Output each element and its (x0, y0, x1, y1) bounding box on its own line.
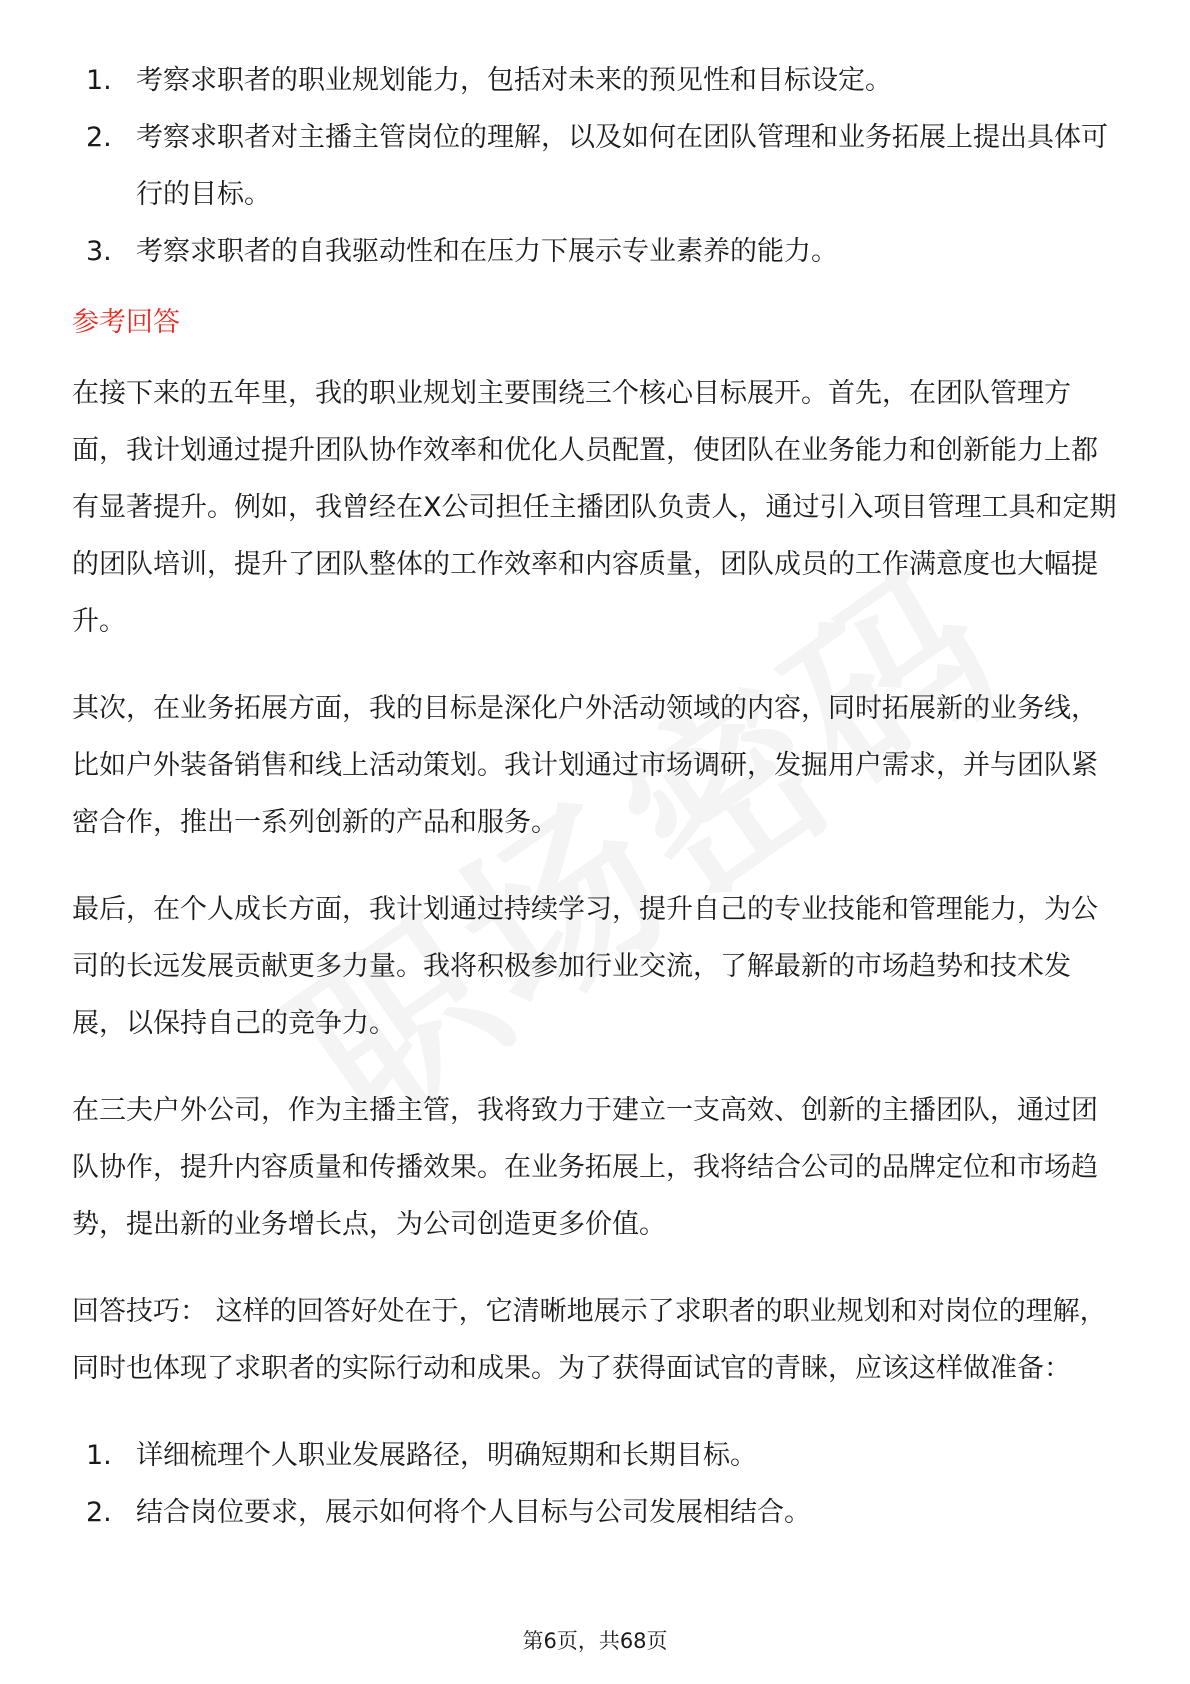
preparation-list (72, 1427, 1120, 1541)
list-item-text: 考察求职者的自我驱动性和在压力下展示专业素养的能力。 (136, 236, 838, 267)
list-item-number: 3. (86, 236, 112, 267)
page-number: 第6页，共68页 (522, 1629, 668, 1653)
list-item-number: 2. (86, 122, 112, 153)
list-item-number: 1. (86, 65, 112, 96)
list-item-text: 详细梳理个人职业发展路径，明确短期和长期目标。 (136, 1440, 757, 1471)
list-item-text: 考察求职者的职业规划能力，包括对未来的预见性和目标设定。 (136, 65, 892, 96)
list-item-text: 结合岗位要求，展示如何将个人目标与公司发展相结合。 (136, 1497, 811, 1528)
answer-paragraph: 其次，在业务拓展方面，我的目标是深化户外活动领域的内容，同时拓展新的业务线，比如户外装备销售和线上活动策划。我计划通过市场调研，发掘用户需求，并与团队紧密合作，推出一系列创新的产品和服务。 (72, 693, 1098, 838)
list-item-number: 2. (86, 1497, 112, 1528)
answer-paragraph: 在三夫户外公司，作为主播主管，我将致力于建立一支高效、创新的主播团队，通过团队协作，提升内容质量和传播效果。在业务拓展上，我将结合公司的品牌定位和市场趋势，提出新的业务增长点，为公司创造更多价值。 (72, 1095, 1098, 1240)
section-heading: 参考回答 (72, 307, 180, 338)
list-item (72, 1427, 1120, 1484)
list-item-number: 1. (86, 1440, 112, 1471)
answer-paragraph: 在接下来的五年里，我的职业规划主要围绕三个核心目标展开。首先，在团队管理方面，我计划通过提升团队协作效率和优化人员配置，使团队在业务能力和创新能力上都有显著提升。例如，我曾经在X公司担任主播团队负责人，通过引入项目管理工具和定期的团队培训，提升了团队整体的工作效率和内容质量，团队成员的工作满意度也大幅提升。 (72, 378, 1117, 637)
list-item (72, 109, 1120, 223)
list-item (72, 1484, 1120, 1541)
list-item (72, 223, 1120, 280)
list-item-text: 考察求职者对主播主管岗位的理解，以及如何在团队管理和业务拓展上提出具体可行的目标。 (136, 122, 1108, 210)
tips-paragraph: 回答技巧： 这样的回答好处在于，它清晰地展示了求职者的职业规划和对岗位的理解，同时也体现了求职者的实际行动和成果。为了获得面试官的青睐，应该这样做准备： (72, 1296, 1107, 1384)
answer-paragraph: 最后，在个人成长方面，我计划通过持续学习，提升自己的专业技能和管理能力，为公司的长远发展贡献更多力量。我将积极参加行业交流，了解最新的市场趋势和技术发展，以保持自己的竞争力。 (72, 894, 1098, 1039)
page-content (72, 52, 1120, 1541)
evaluation-list (72, 52, 1120, 280)
list-item (72, 52, 1120, 109)
